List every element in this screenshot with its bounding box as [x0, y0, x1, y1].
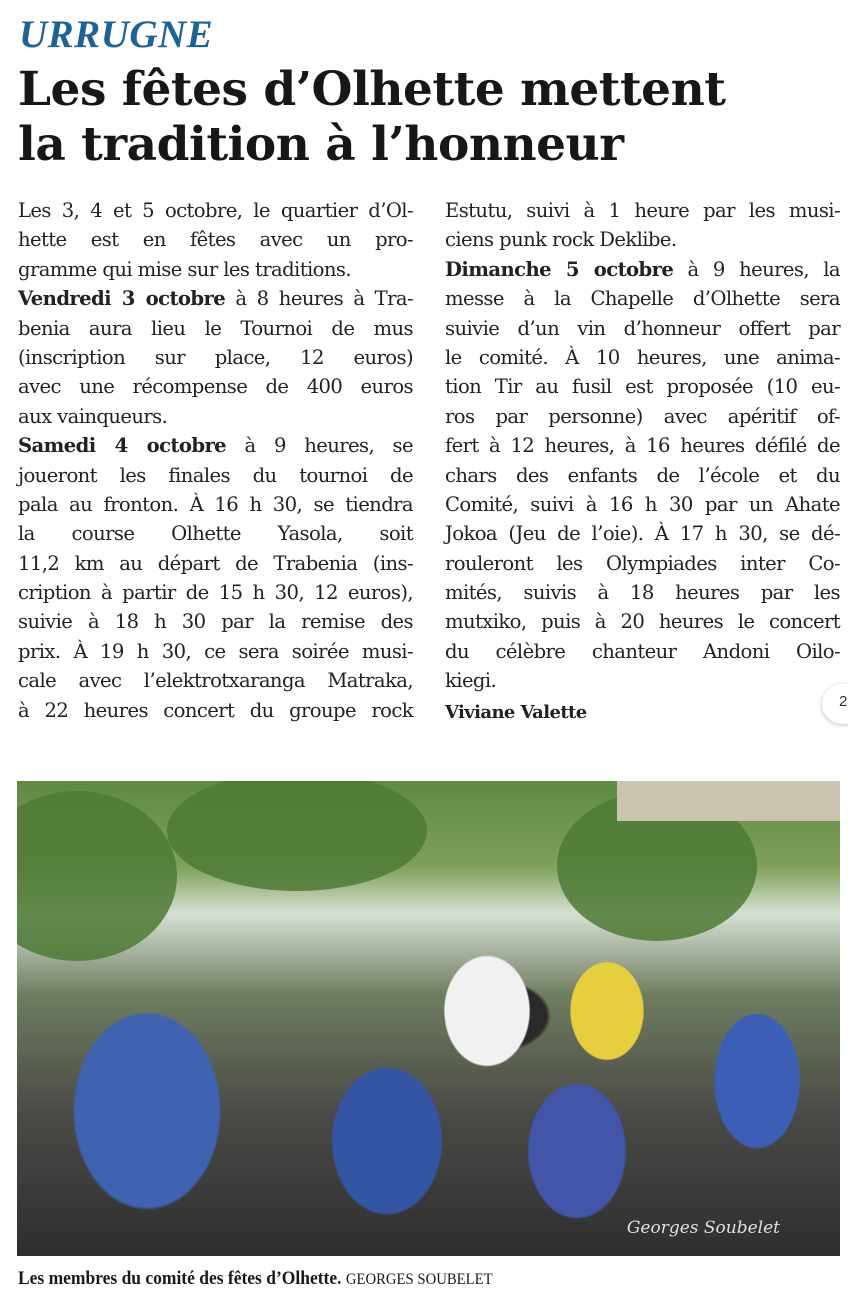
text-line	[445, 284, 840, 313]
text-line	[445, 578, 840, 607]
photo-tent	[617, 781, 840, 821]
line-text: prix. À 19 h 30, ce sera soirée musi-	[18, 639, 413, 663]
text-line	[18, 490, 413, 519]
line-text: gramme qui mise sur les traditions.	[18, 257, 351, 281]
line-text: à 9 heures, la	[673, 257, 840, 281]
line-text: joueront les finales du tournoi de	[18, 463, 413, 487]
line-text: Comité, suivi à 16 h 30 par un Ahate	[445, 492, 840, 516]
line-text: suivie d’un vin d’honneur offert par	[445, 316, 840, 340]
text-line	[18, 578, 413, 607]
line-text: avec une récompense de 400 euros	[18, 375, 413, 399]
text-line	[445, 255, 840, 284]
text-line	[18, 255, 413, 284]
text-line	[445, 549, 840, 578]
text-line	[18, 314, 413, 343]
byline: Viviane Valette	[445, 701, 587, 723]
text-line	[445, 431, 840, 460]
text-line	[18, 343, 413, 372]
photo-watermark: Georges Soubelet	[626, 1218, 780, 1238]
line-text: suivie à 18 h 30 par la remise des	[18, 610, 413, 634]
photo-credit: GEORGES SOUBELET	[345, 1271, 493, 1288]
text-line	[445, 196, 840, 225]
text-line	[445, 372, 840, 401]
line-text: fert à 12 heures, à 16 heures défilé de	[445, 434, 840, 458]
line-text: (inscription sur place, 12 euros)	[18, 345, 413, 369]
line-text: à 22 heures concert du groupe rock	[18, 698, 413, 722]
line-text: messe à la Chapelle d’Olhette sera	[445, 287, 840, 311]
line-text: Les 3, 4 et 5 octobre, le quartier d’Ol-	[18, 199, 413, 222]
line-text: Jokoa (Jeu de l’oie). À 17 h 30, se dé-	[445, 522, 840, 546]
text-line	[18, 666, 413, 695]
text-line	[445, 343, 840, 372]
text-line	[18, 372, 413, 401]
line-text: aux vainqueurs.	[18, 404, 168, 428]
text-line	[445, 314, 840, 343]
text-line	[445, 461, 840, 490]
line-text: hette est en fêtes avec un pro-	[18, 228, 413, 252]
text-line	[18, 607, 413, 636]
headline-line: Les fêtes d’Olhette mettent	[18, 62, 726, 117]
line-text: pala au fronton. À 16 h 30, se tiendra	[18, 492, 413, 516]
text-line	[445, 637, 840, 666]
photo-foliage	[17, 791, 177, 961]
text-line	[18, 696, 413, 725]
article-column-right	[445, 196, 840, 727]
line-text: kiegi.	[445, 669, 497, 693]
text-line	[18, 402, 413, 431]
line-text: chars des enfants de l’école et du	[445, 463, 840, 487]
line-text: cription à partir de 15 h 30, 12 euros),	[18, 581, 413, 605]
page-indicator[interactable]: 2	[822, 684, 848, 724]
headline-line: la tradition à l’honneur	[18, 117, 624, 172]
caption-text: Les membres du comité des fêtes d’Olhette.	[18, 1268, 342, 1289]
text-line	[18, 431, 413, 460]
text-line	[445, 519, 840, 548]
line-text: 11,2 km au départ de Trabenia (ins-	[18, 551, 413, 575]
line-text: à 9 heures, se	[226, 434, 413, 458]
line-text: rouleront les Olympiades inter Co-	[445, 551, 840, 575]
photo-caption	[18, 1268, 493, 1290]
line-text: cale avec l’elektrotxaranga Matraka,	[18, 669, 413, 693]
bold-day-label: Dimanche 5 octobre	[445, 257, 674, 281]
text-line	[445, 402, 840, 431]
line-text: le comité. À 10 heures, une anima-	[445, 345, 840, 369]
line-text: à 8 heures à Tra-	[225, 287, 413, 311]
line-text: mités, suivis à 18 heures par les	[445, 581, 840, 605]
line-text: tion Tir au fusil est proposée (10 eu-	[445, 375, 840, 399]
article-photo	[17, 781, 840, 1256]
text-line	[18, 549, 413, 578]
headline	[18, 62, 725, 172]
text-line	[18, 461, 413, 490]
text-line	[18, 196, 413, 225]
line-text: benia aura lieu le Tournoi de mus	[18, 316, 413, 340]
bold-day-label: Samedi 4 octobre	[18, 434, 227, 458]
section-kicker: URRUGNE	[19, 13, 214, 56]
line-text: Estutu, suivi à 1 heure par les musi-	[445, 199, 840, 222]
text-line	[445, 666, 840, 695]
text-line	[445, 490, 840, 519]
bold-day-label: Vendredi 3 octobre	[18, 287, 226, 311]
text-line	[18, 637, 413, 666]
article-column-left	[18, 196, 413, 725]
line-text: la course Olhette Yasola, soit	[18, 522, 413, 546]
text-line	[18, 284, 413, 313]
photo-foliage	[167, 781, 427, 891]
line-text: du célèbre chanteur Andoni Oilo-	[445, 639, 840, 663]
text-line	[18, 225, 413, 254]
line-text: ciens punk rock Deklibe.	[445, 228, 677, 252]
line-text: mutxiko, puis à 20 heures le concert	[445, 610, 840, 634]
text-line	[18, 519, 413, 548]
text-line	[445, 607, 840, 636]
text-line	[445, 225, 840, 254]
line-text: ros par personne) avec apéritif of-	[445, 404, 840, 428]
